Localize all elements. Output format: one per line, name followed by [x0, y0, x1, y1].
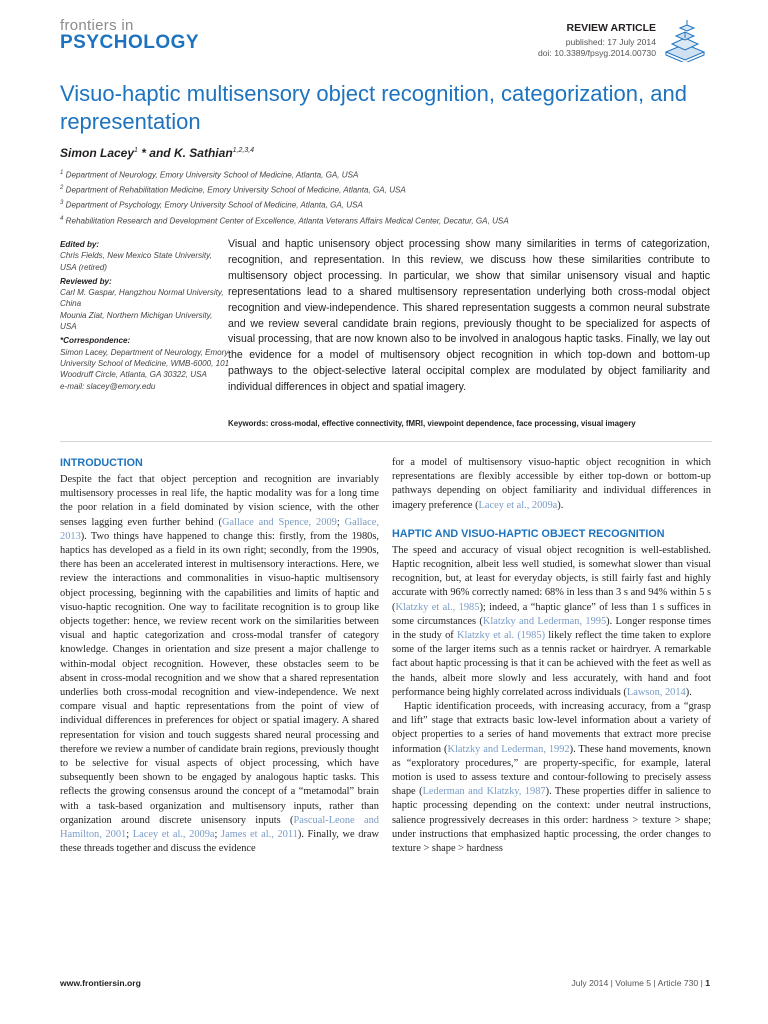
- citation-link[interactable]: Gallace and Spence, 2009: [221, 516, 337, 528]
- citation-link[interactable]: Lacey et al., 2009a: [478, 499, 558, 511]
- journal-name-line2: PSYCHOLOGY: [60, 32, 200, 53]
- reviewer: Carl M. Gaspar, Hangzhou Normal University, China: [60, 288, 224, 309]
- author-sathian[interactable]: K. Sathian: [173, 146, 233, 160]
- paragraph: The speed and accuracy of visual object recognition is well-established. Haptic recognition, albeit less well studied, is somewhat slower than visual recognition, but, at least for everyday objects, is still fairly fast and highly accurate with 96% correctly named: 68% in less than 3 s and 94% within 5 s (Klatzky et al., 1985); indeed, a “haptic glance” of less than 1 s suffices in some circumstances (Klatzky and Lederman, 1995). Longer response times in the study of Klatzky et al. (1985) likely reflect the time taken to explore some of the larger items such as a tennis racket or hairdryer. A remarkable fact about haptic processing is that it can be achieved with the feet as well as the hands, albeit more slowly and less accurately, with hand and foot performance being highly correlated across individuals (Lawson, 2014).: [392, 544, 712, 698]
- correspondence-label: *Correspondence:: [60, 336, 131, 346]
- paragraph: for a model of multisensory visuo-haptic object recognition in which representations are flexibly accessible by either top-down or bottom-up pathways depending on object familiarity and individual differences in imagery preference (Lacey et al., 2009a).: [392, 457, 711, 511]
- footer-website[interactable]: www.frontiersin.org: [60, 978, 141, 988]
- body-column-left: [60, 456, 379, 856]
- affiliation-item: $^2$ Department of Rehabilitation Medicine, Emory University School of Medicine, Atlanta, GA, USA: [60, 185, 406, 195]
- article-meta: [538, 37, 656, 59]
- abstract: Visual and haptic unisensory object processing show many similarities in terms of categorization, recognition, and representation. In this review, we discuss how these similarities contribute to multisensory object processing. In particular, we show that similar unisensory visual and haptic representations lead to a shared multisensory representation underlying both cross-modal object recognition and view-independence. This shared representation suggests a common neural substrate and we review several candidate brain regions, previously thought to be specialized for aspects of visual processing, that are now known also to be involved in analogous haptic tasks. Finally, we lay out the evidence for a model of multisensory object recognition in which top-down and bottom-up pathways to the object-selective lateral occipital complex are modulated by object familiarity and individual differences in object and spatial imagery.: [228, 238, 710, 394]
- citation-link[interactable]: Klatzky et al., 1985: [395, 601, 480, 613]
- affiliation-item: $^4$ Rehabilitation Research and Development Center of Excellence, Atlanta Veterans Affairs Medical Center, Decatur, GA, USA: [60, 215, 509, 226]
- author-list: [60, 146, 254, 160]
- doi[interactable]: doi: 10.3389/fpsyg.2014.00730: [537, 48, 656, 58]
- citation-link[interactable]: Klatzky and Lederman, 1995: [482, 615, 607, 627]
- citation-link[interactable]: James et al., 2011: [221, 829, 298, 841]
- reviewed-by-label: Reviewed by:: [60, 276, 112, 286]
- editor: Chris Fields, New Mexico State University, USA (retired): [60, 251, 212, 272]
- correspondence-email[interactable]: e-mail: slacey@emory.edu: [60, 381, 156, 391]
- section-heading-haptic: HAPTIC AND VISUO-HAPTIC OBJECT RECOGNITION: [392, 527, 665, 540]
- author-sup: 1: [134, 147, 138, 154]
- corresponding-star: *: [137, 146, 146, 160]
- affiliation-item: $^1$ Department of Neurology, Emory University School of Medicine, Atlanta, GA, USA: [60, 170, 359, 180]
- citation-link[interactable]: Lawson, 2014: [626, 686, 686, 698]
- affiliations: [60, 167, 700, 228]
- reviewer: Mounia Ziat, Northern Michigan University, USA: [60, 310, 213, 332]
- affiliation-item: $^3$ Department of Psychology, Emory University School of Medicine, Atlanta, GA, USA: [60, 200, 363, 211]
- published-date: published: 17 July 2014: [565, 37, 656, 47]
- citation-link[interactable]: Klatzky and Lederman, 1992: [447, 743, 570, 755]
- correspondence-address: Simon Lacey, Department of Neurology, Emory University School of Medicine, WMB-6000, 101 Woodruff Circle, Atlanta, GA 30322, USA: [60, 347, 230, 380]
- edited-by-label: Edited by:: [60, 240, 100, 249]
- footer-issue: July 2014 | Volume 5 | Article 730 | 1: [571, 978, 710, 988]
- citation-link[interactable]: Lederman and Klatzky, 1987: [422, 786, 546, 798]
- paragraph: Despite the fact that object perception and recognition are invariably multisensory processes in real life, the haptic modality was for a long time the poor relation in a field dominated by vision science, with the other senses lagging even further behind (Gallace and Spence, 2009; Gallace, 2013). Two things have happened to change this: firstly, from the 1980s, haptics has developed as a field in its own right; secondly, from the 1990s, there has been an accelerated interest in multisensory interactions. Here, we review the interactions and commonalities in visuo-haptic multisensory object processing, beginning with the capabilities and limits of haptic and visuo-haptic recognition. One way to facilitate recognition is to group like objects together: hence, we review recent work on the similarities between visual and haptic categorization and cross-modal transfer of category knowledge. Changes in orientation and size present a major challenge to within-modal object recognition. However, these obstacles seem to be absent in cross-modal recognition and we show that a shared representation underlies both cross-modal recognition and view-independence. We next compare visual and haptic representations from the point of view of individual differences in preferences for object or spatial imagery. A shared representation for vision and touch suggests shared neural processing and therefore we review a number of candidate brain regions, previously thought to be selective for visual aspects of object processing, which have subsequently been shown to be engaged by analogous haptic tasks. This reflects the growing consensus around the concept of a “metamodal” brain with a task-based organization and multisensory inputs, rather than organization around discrete unisensory inputs (Pascual-Leone and Hamilton, 2001; Lacey et al., 2009a; James et al., 2011). Finally, we draw these threads together and discuss the evidence: [60, 474, 380, 855]
- author-sup: 1,2,3,4: [232, 147, 255, 154]
- citation-link[interactable]: Klatzky et al. (1985): [457, 630, 546, 642]
- body-column-right: [392, 456, 711, 856]
- page-number: 1: [705, 978, 710, 988]
- keywords: Keywords: cross-modal, effective connectivity, fMRI, viewpoint dependence, face processing, visual imagery: [228, 419, 636, 428]
- citation-link[interactable]: Lacey et al., 2009a: [132, 829, 215, 841]
- review-article-stack-icon: [662, 18, 708, 62]
- section-heading-introduction: INTRODUCTION: [60, 457, 143, 469]
- journal-name-line1: frontiers in: [60, 17, 134, 34]
- article-type: REVIEW ARTICLE: [566, 22, 656, 34]
- author-lacey[interactable]: Simon Lacey: [60, 146, 135, 160]
- journal-logo: [60, 18, 199, 52]
- section-divider: [60, 441, 712, 442]
- article-title: Visuo-haptic multisensory object recognition, categorization, and representation: [60, 81, 687, 134]
- citation-link[interactable]: Pascual-Leone and Hamilton, 2001: [60, 814, 380, 841]
- article-metadata: [60, 239, 230, 392]
- author-and: and: [145, 146, 174, 160]
- citation-link[interactable]: Gallace, 2013: [60, 516, 379, 542]
- paragraph: Haptic identification proceeds, with increasing accuracy, from a “grasp and lift” stage that extracts basic low-level information about a variety of object properties to a series of hand movements that extract more precise information (Klatzky and Lederman, 1992). These hand movements, known as “exploratory procedures,” are property-specific, for example, lateral motion is used to assess texture and contour-following to precisely assess shape (Lederman and Klatzky, 1987). These properties differ in salience to haptic processing depending on the context: under neutral instructions, salience progressively decreases in this order: hardness > texture > shape; under instructions that emphasized haptic processing, the order changes to texture > shape > hardness: [392, 701, 711, 855]
